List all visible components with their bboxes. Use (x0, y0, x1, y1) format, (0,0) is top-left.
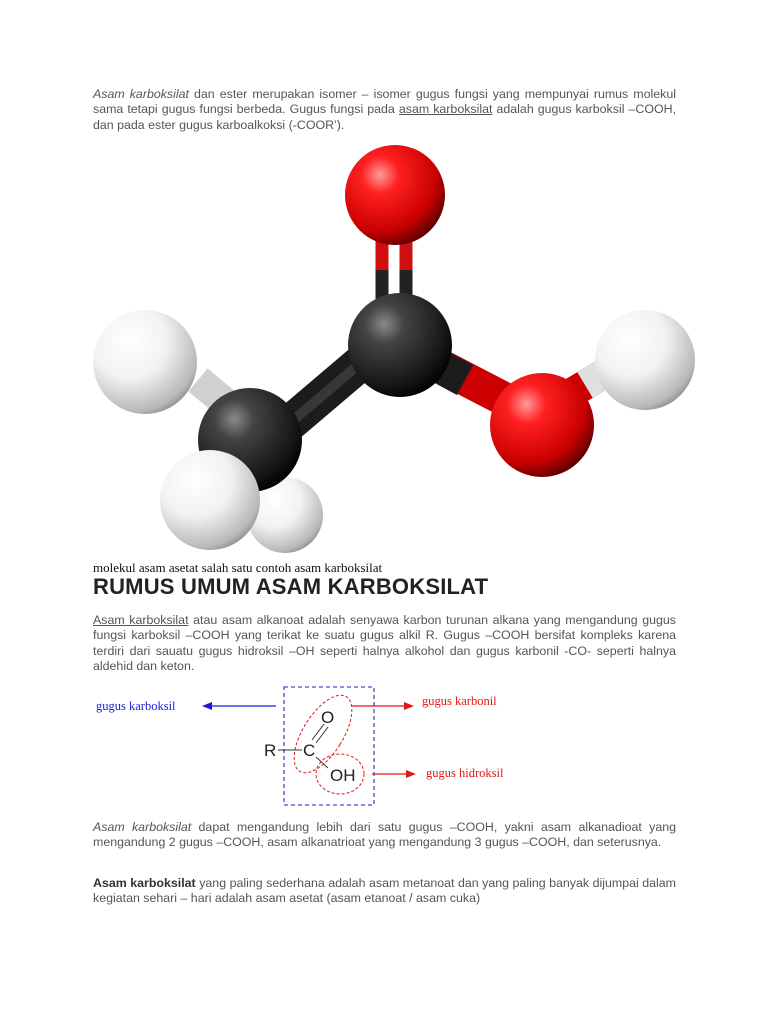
oxygen-atom-carbonyl (345, 145, 445, 245)
molecule-caption: molekul asam asetat salah satu contoh asam karboksilat (93, 560, 383, 575)
hydrogen-atom-left (93, 310, 197, 414)
section-heading: RUMUS UMUM ASAM KARBOKSILAT (93, 574, 489, 599)
hidroksil-arrow (372, 770, 416, 778)
intro-paragraph (93, 87, 676, 133)
karboksil-arrow (202, 702, 276, 710)
intro-text-end: adalah gugus karboksil –COOH, dan pada ester gugus karboalkoksi (-COOR’). (93, 102, 677, 132)
hydrogen-atom-hydroxyl (595, 310, 695, 410)
atom-oh: OH (330, 766, 356, 785)
multi-cooh-text: dapat mengandung lebih dari satu gugus –COOH, yakni asam alkanadioat yang mengandung 2 gugus –COOH, asam alkanatrioat yang mengandung 3 gugus –COOH, dan seterusnya. (93, 820, 677, 850)
karbonil-arrow (352, 702, 414, 710)
atom-r: R (264, 741, 277, 760)
hydrogen-atom-front (160, 450, 260, 550)
label-gugus-hidroksil: gugus hidroksil (426, 766, 504, 780)
acetic-acid-molecule-image (80, 140, 700, 560)
simplest-acid-text: yang paling sederhana adalah asam metanoat dan yang paling banyak dijumpai dalam kegiatan sehari – hari adalah asam asetat (asam etanoat / asam cuka) (93, 876, 677, 906)
definition-paragraph (93, 613, 676, 675)
definition-text: atau asam alkanoat adalah senyawa karbon turunan alkana yang mengandung gugus fungsi karboksil –COOH yang terikat ke suatu gugus alkil R. Gugus –COOH bersifat kompleks karena terdiri dari sauatu gugus hidroksil –OH seperti halnya alkohol dan gugus karbonil -CO- seperti halnya aldehid dan keton. (93, 613, 676, 674)
atom-o: O (321, 708, 335, 727)
multi-cooh-term: Asam karboksilat (93, 820, 192, 834)
definition-link-term[interactable]: Asam karboksilat (93, 613, 189, 627)
intro-text: dan ester merupakan isomer – isomer gugus fungsi yang mempunyai rumus molekul sama tetapi gugus fungsi berbeda. Gugus fungsi pada (93, 87, 676, 117)
label-gugus-karbonil: gugus karbonil (422, 694, 497, 708)
carboxyl-group-diagram (80, 682, 540, 812)
carboxyl-box (284, 687, 374, 805)
label-gugus-karboksil: gugus karboksil (96, 699, 176, 713)
multi-cooh-paragraph (93, 820, 676, 851)
simplest-acid-term: Asam karboksilat (93, 876, 196, 890)
intro-link-term[interactable]: asam karboksilat (398, 102, 493, 117)
atom-c: C (303, 741, 316, 760)
oxygen-atom-hydroxyl (490, 373, 594, 477)
intro-term: Asam karboksilat (93, 87, 189, 101)
carbon-atom-carboxyl (348, 293, 452, 397)
simplest-acid-paragraph (93, 876, 676, 907)
